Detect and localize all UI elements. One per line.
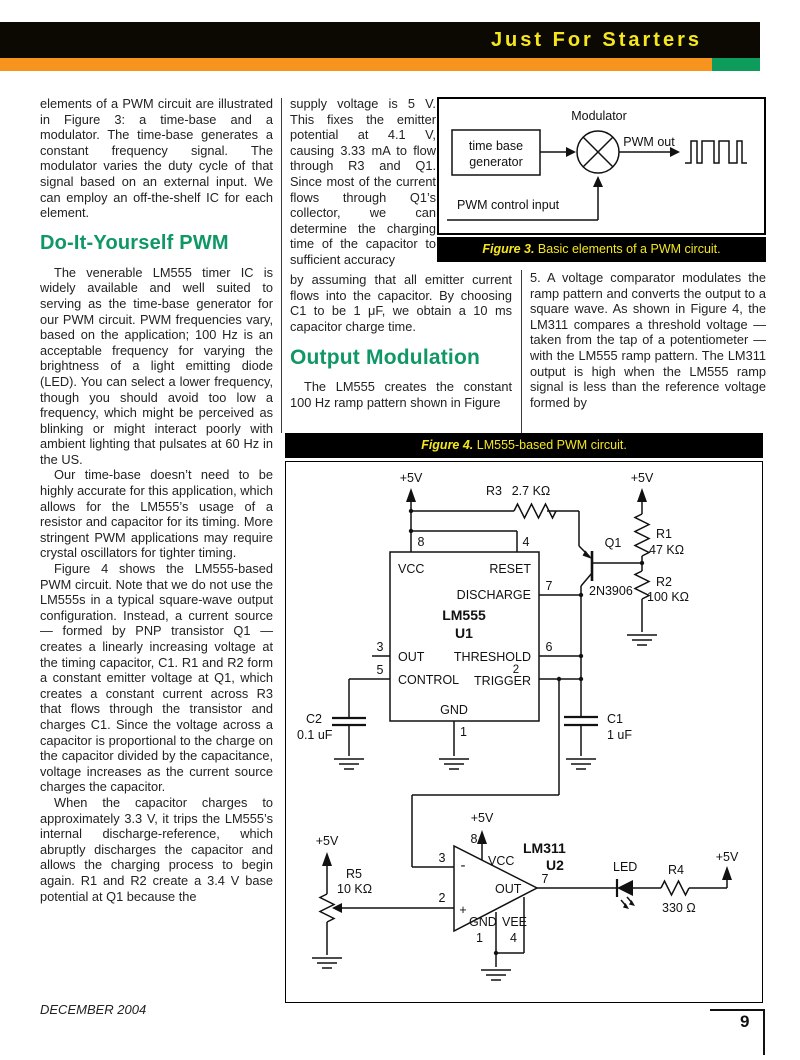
pin-number: 8: [470, 832, 478, 846]
junction-dot: [640, 561, 644, 565]
figure-3-caption-label: Figure 3.: [482, 242, 535, 256]
q1-label: Q1: [604, 536, 622, 550]
pin-number: 6: [545, 640, 553, 654]
pin-number: 5: [376, 663, 384, 677]
r2-value: 100 KΩ: [647, 590, 690, 604]
page-number: 9: [740, 1012, 750, 1031]
page-title: Just For Starters: [490, 28, 702, 51]
r4-label: R4: [668, 863, 684, 877]
lm555-threshold-label: THRESHOLD: [453, 650, 531, 664]
ground-symbol: [481, 970, 511, 980]
ground-symbol: [566, 759, 596, 769]
lm555-ref-label: U1: [455, 625, 473, 641]
figure-4-caption: [285, 433, 763, 458]
q1-type-label: 2N3906: [589, 584, 633, 598]
section-heading-output-modulation: Output Modulation: [290, 346, 481, 370]
resistor-r4-symbol: [661, 881, 689, 895]
body-paragraph: Figure 4 shows the LM555-based PWM circuit. Note that we do not use the LM555s in a typical square-wave output configuration. Instead, a current source — formed by PNP transistor Q1 — creates a linearly increasing voltage at the timing capacitor, C1. R1 and R2 form a constant emitter voltage at Q1, which creates a constant current across R3 that flows through the transistor and charges C1. Since the voltage across a capacitor is proportional to the charge on the capacitor divided by the capacitance, voltage increases as the current source charges the capacitor.: [40, 561, 273, 795]
r1-label: R1: [656, 527, 672, 541]
arrow-up-icon: [593, 176, 603, 187]
power-arrow-icon: [477, 830, 487, 844]
c1-value: 1 uF: [607, 728, 633, 742]
pwm-waveform: [685, 141, 747, 163]
body-paragraph: 5. A voltage comparator modulates the ramp pattern and converts the output to a square wave. As shown in Figure 4, the LM311 compares a threshold voltage — taken from the tap of a potentiometer — with the LM555 ramp pattern. The LM311 output is high when the LM555 ramp signal is less than the reference voltage formed by: [530, 270, 766, 410]
r3-value: 2.7 KΩ: [511, 484, 551, 498]
lm555-discharge-label: DISCHARGE: [456, 588, 531, 602]
section-heading-diy-pwm: Do-It-Yourself PWM: [40, 231, 229, 254]
pin-number: 7: [545, 579, 553, 593]
figure-4-caption-text: LM555-based PWM circuit.: [473, 438, 627, 452]
body-paragraph: When the capacitor charges to approximately 3.3 V, it trips the LM555’s internal discharge-reference, which abruptly discharges the capacitor and allows the charging process to begin again. R1 and R2 create a 3.4 V base potential at Q1 because the: [40, 794, 273, 904]
junction-dot: [579, 593, 583, 597]
column-divider-2: [521, 270, 522, 433]
c2-label: C2: [306, 712, 322, 726]
orange-stripe: [0, 58, 712, 71]
figure-4-caption-label: Figure 4.: [421, 438, 474, 452]
body-paragraph: elements of a PWM circuit are illustrated in Figure 3: a time-base and a modulator. The time-base generates a constant frequency signal. The modulator varies the duty cycle of that signal based on an external input. We can employ an off-the-shelf IC for each element.: [40, 96, 273, 221]
c2-value: 0.1 uF: [297, 728, 333, 742]
pwm-control-input-label: PWM control input: [457, 198, 560, 212]
junction-dot: [557, 677, 561, 681]
supply-label: +5V: [715, 850, 739, 864]
inverting-input-label: -: [460, 857, 466, 874]
lm311-part-label: LM311: [523, 840, 566, 856]
r5-value: 10 KΩ: [337, 882, 373, 896]
lm555-pwm-schematic: [286, 462, 760, 1002]
modulator-label: Modulator: [571, 109, 627, 123]
junction-dot: [409, 509, 413, 513]
body-paragraph: The LM555 creates the constant 100 Hz ramp pattern shown in Figure: [290, 379, 512, 410]
lm311-out-label: OUT: [495, 882, 522, 896]
r1-value: 47 KΩ: [649, 543, 685, 557]
arrow-right-icon: [566, 147, 576, 157]
pin-number: 3: [438, 851, 446, 865]
column-divider-1: [281, 98, 282, 433]
figure-4: [285, 433, 763, 1003]
led-diode-triangle: [617, 880, 633, 896]
ground-symbol: [334, 759, 364, 769]
power-arrow-icon: [722, 866, 732, 880]
body-paragraph: supply voltage is 5 V. This fixes the emitter potential at 4.1 V, causing 3.33 mA to flow through R3 and Q1. Since most of the current flows through Q1’s collector, we can determine the charging time of the capacitor to sufficient accuracy: [290, 96, 436, 267]
resistor-r1-symbol: [635, 514, 649, 556]
lm555-control-label: CONTROL: [398, 673, 460, 687]
supply-label: +5V: [630, 471, 654, 485]
column-1: [40, 96, 273, 904]
junction-dot: [579, 677, 583, 681]
body-paragraph: Our time-base doesn’t need to be highly accurate for this application, which allows for the LM555’s usage of a resistor and capacitor for its timing. More stringent PWM applications may require crystal oscillators for tighter timing.: [40, 467, 273, 561]
r3-label: R3: [486, 484, 502, 498]
r2-label: R2: [656, 575, 672, 589]
power-arrow-icon: [406, 488, 416, 502]
pin-number: 2: [512, 664, 520, 676]
figure-3: [437, 97, 766, 262]
column-2-narrow: [290, 96, 436, 268]
lm555-vcc-label: VCC: [398, 562, 425, 576]
lm555-trigger-label: TRIGGER: [474, 674, 531, 688]
schematic-labels: [297, 471, 739, 945]
ground-symbol: [312, 958, 342, 968]
column-2-wide: [290, 272, 512, 411]
pwm-block-diagram: [439, 99, 764, 233]
time-base-label-line2: generator: [469, 155, 523, 169]
noninverting-input-label: +: [459, 903, 467, 917]
time-base-label-line1: time base: [468, 139, 524, 153]
pin-number: 2: [438, 891, 446, 905]
power-arrow-icon: [322, 852, 332, 866]
figure-3-diagram: [437, 97, 766, 235]
supply-label: +5V: [399, 471, 423, 485]
pwm-out-label: PWM out: [623, 135, 675, 149]
lm311-vee-label: VEE: [502, 915, 528, 929]
green-stripe: [712, 58, 760, 71]
body-paragraph: The venerable LM555 timer IC is widely available and well suited to serving as the time-base generator for our PWM circuit. PWM frequencies vary, based on the application; 100 Hz is an acceptable frequency for varying the brightness of a light emitting diode (LED). You can select a lower frequency, though you should avoid too low a frequency, which might be perceived as blinking or might interact poorly with ambient lighting that pulsates at 60 Hz in the US.: [40, 264, 273, 467]
c1-label: C1: [607, 712, 623, 726]
header-banner: [0, 22, 760, 58]
lm555-reset-label: RESET: [489, 562, 531, 576]
figure-4-schematic: [285, 461, 763, 1003]
pin-number: 7: [541, 872, 549, 886]
led-label: LED: [613, 860, 638, 874]
pin-number: 4: [522, 535, 530, 549]
pin-number: 4: [510, 931, 517, 945]
supply-label: +5V: [315, 834, 339, 848]
lm311-ref-label: U2: [546, 857, 564, 873]
ground-symbol: [627, 635, 657, 645]
pin-number: 1: [476, 931, 483, 945]
pin-number: 1: [460, 725, 467, 739]
pin-number: 8: [417, 535, 425, 549]
lm311-gnd-label: GND: [469, 915, 497, 929]
figure-3-caption-text: Basic elements of a PWM circuit.: [534, 242, 721, 256]
page-number-rule-vertical: [763, 1009, 765, 1055]
power-arrow-icon: [637, 488, 647, 502]
ground-symbol: [439, 759, 469, 769]
r5-label: R5: [346, 867, 362, 881]
page-number-rule-horizontal: [710, 1009, 764, 1011]
lm555-out-label: OUT: [398, 650, 425, 664]
junction-dot: [579, 654, 583, 658]
issue-date: DECEMBER 2004: [40, 1002, 147, 1017]
figure-3-caption: [437, 237, 766, 262]
junction-dot: [494, 951, 498, 955]
body-paragraph: by assuming that all emitter current flows into the capacitor. By choosing C1 to be 1 μF, we obtain a 10 ms capacitor charge time.: [290, 272, 512, 334]
r4-value: 330 Ω: [662, 901, 696, 915]
column-3: [530, 270, 766, 410]
lm555-gnd-label: GND: [440, 703, 468, 717]
pin-number: 3: [376, 640, 384, 654]
diagram-labels: [457, 109, 675, 212]
supply-label: +5V: [470, 811, 494, 825]
lm311-vcc-label: VCC: [488, 854, 515, 868]
lm555-part-label: LM555: [442, 607, 486, 623]
junction-dot: [409, 529, 413, 533]
potentiometer-r5-symbol: [320, 894, 334, 922]
